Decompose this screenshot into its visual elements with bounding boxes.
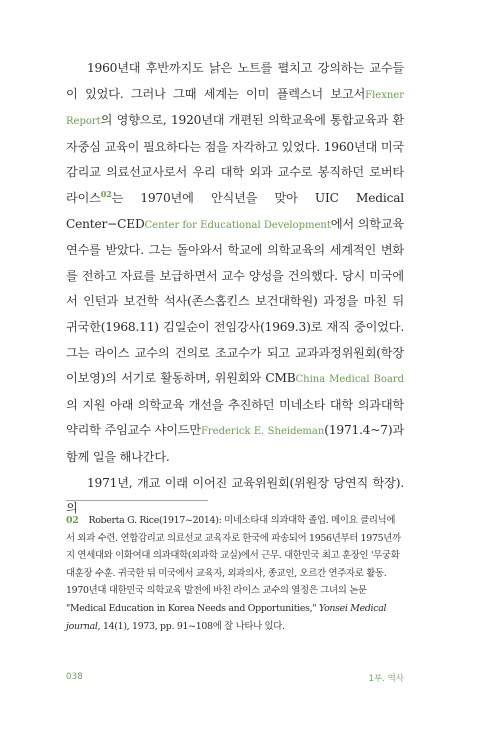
running-header-section: 1부. 역사 bbox=[368, 674, 404, 684]
footnote-text: Roberta G. Rice(1917~2014): 미네소타대 의과대학 졸업. 메이요 클리닉에서 외과 수련. 연합감리교 의료선교 교육자로 한국에 파송되어 1956년부터 1975년까지 연세대와 이화여대 의과대학(외과학 교실)에서 근무. 대한민국 최고 훈장인 '무궁화대훈장 수훈. 귀국한 뒤 미국에서 교육자, 외과의사, 종교인, 오르간 연주자로 활동. 1970년대 대한민국 의학교육 발전에 바친 라이스 교수의 열정은 그녀의 논문 "Medical Education in Korea Needs and Opportunities," bbox=[66, 515, 401, 614]
paragraph-2: 1971년, 개교 이래 이어진 교육위원회(위원장 당연직 학장). 의 bbox=[66, 475, 404, 516]
footnote-number: 02 bbox=[66, 515, 79, 526]
body-text bbox=[66, 56, 404, 522]
paragraph-text: 에서 의학교육 연수를 받았다. 그는 돌아와서 학교에 의학교육의 세계적인 변화를 전하고 자료를 보급하면서 교수 양성을 건의했다. 당시 미국에서 인턴과 보건학 석사(존스홉킨스 보건대학원) 과정을 마친 뒤 귀국한(1968.11) 김일순이 전임강사(1969.3)로 재직 중이었다. 그는 라이스 교수의 건의로 조교수가 되고 교과과정위원회(학장 이보영)의 서기로 활동하며, 위원회와 CMB bbox=[66, 216, 404, 386]
paragraph-text: 1960년대 후반까지도 낡은 노트를 펼치고 강의하는 교수들이 있었다. 그러나 그때 세계는 이미 플렉스너 보고서 bbox=[66, 61, 404, 101]
paragraph-1 bbox=[66, 56, 404, 471]
cmb-annotation: China Medical Board bbox=[295, 374, 404, 386]
flexner-report-annotation: Flexner Report bbox=[66, 89, 404, 128]
ced-annotation: Center for Educational Development bbox=[144, 219, 331, 231]
paragraph-text: 는 1970년에 안식년을 맞아 UIC Medical Center−CED bbox=[66, 190, 404, 231]
footnote-divider bbox=[66, 500, 208, 501]
page-number: 038 bbox=[66, 672, 84, 682]
footnote-text: , 14(1), 1973, pp. 91~108에 잘 나타나 있다. bbox=[97, 620, 285, 632]
footnote-reference[interactable]: 02 bbox=[100, 188, 112, 199]
paragraph-text: (1971.4~7)과 함께 일을 해나간다. bbox=[66, 423, 404, 464]
footnote bbox=[66, 512, 402, 635]
paragraph-text: 의 영향으로, 1920년대 개편된 의학교육에 통합교육과 환자중심 교육이 필요하다는 점을 자각하고 있었다. 1960년대 미국 감리교 의료선교사로서 우리 대학 외과 교수로 봉직하던 로버타 라이스 bbox=[66, 113, 404, 205]
paragraph-text: 의 지원 아래 의학교육 개선을 추진하던 미네소타 대학 의과대학 약리학 주임교수 샤이드만 bbox=[66, 397, 404, 438]
journal-title: Yonsei Medical journal bbox=[66, 602, 387, 632]
sheideman-annotation: Frederick E. Sheideman bbox=[200, 426, 325, 438]
